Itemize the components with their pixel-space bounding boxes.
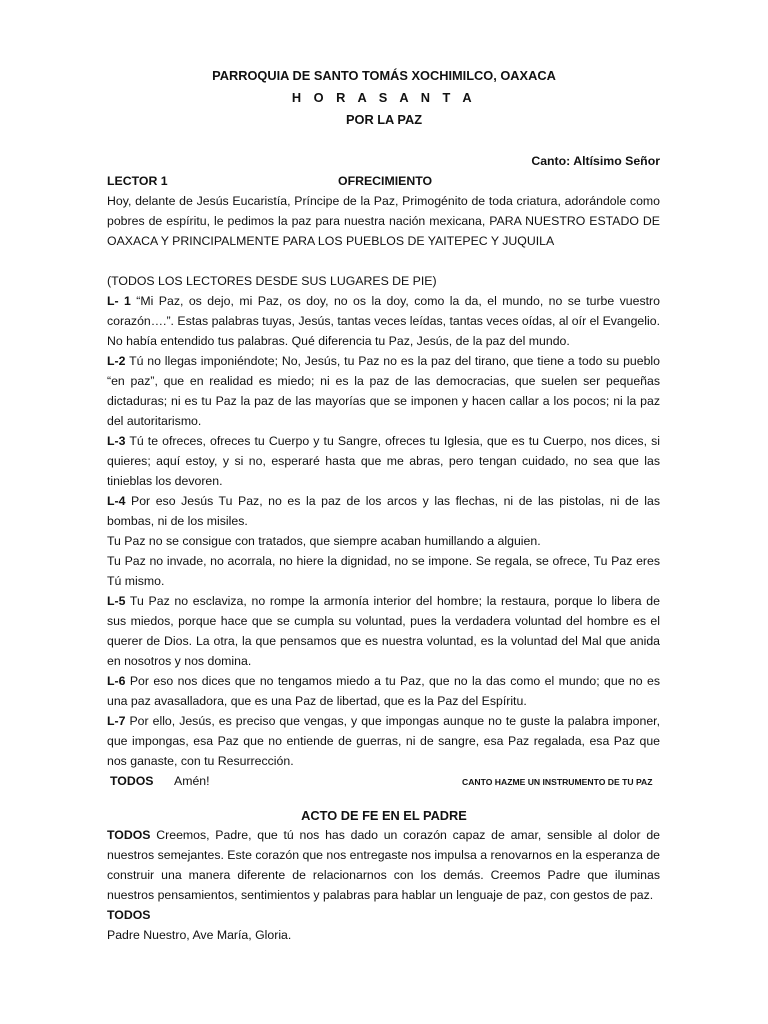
reading-label: L-5 [107,594,126,608]
canto-altisimo: Canto: Altísimo Señor [531,154,660,168]
reading-4c [107,551,660,591]
reading-text: Tu Paz no invade, no acorrala, no hiere la dignidad, no se impone. Se regala, se ofrece, Tu Paz eres Tú mismo. [107,554,660,588]
reading-text: “Mi Paz, os dejo, mi Paz, os doy, no os la doy, como la da, el mundo, no se turbe vuestro corazón….”. Estas palabras tuyas, Jesús, tantas veces leídas, tantas veces oídas, al oír el Evangelio. No había entendido tus palabras. Qué diferencia tu Paz, Jesús, de la paz del mundo. [107,294,660,348]
reading-label: L-4 [107,494,126,508]
hora-santa-title: H O R A S A N T A [291,90,477,105]
reading-6 [107,671,660,711]
reading-label: L-2 [107,354,126,368]
reading-label: L-6 [107,674,126,688]
reading-3 [107,431,660,491]
ofrecimiento-paragraph [107,191,660,251]
reading-4 [107,491,660,531]
amen-text: Amén! [174,774,210,788]
canto-instrumento: CANTO HAZME UN INSTRUMENTO DE TU PAZ [462,777,653,787]
reading-2 [107,351,660,431]
todos-label: TODOS [110,774,154,788]
reading-label: L-3 [107,434,126,448]
reading-text: Por ello, Jesús, es preciso que vengas, y que impongas aunque no te guste la palabra imponer, que impongas, esa Paz que no entiende de guerras, ni de sangre, esa Paz regalada, esa Paz que nos ganaste, con tu Resurrección. [107,714,660,768]
todos-2-label: TODOS [107,908,151,922]
acto-fe-title: ACTO DE FE EN EL PADRE [301,808,467,823]
reading-label: L- 1 [107,294,131,308]
ofrecimiento-text: Hoy, delante de Jesús Eucaristía, Príncipe de la Paz, Primogénito de toda criatura, adorándole como pobres de espíritu, le pedimos la paz para nuestra nación mexicana, PARA NUESTRO ESTADO DE OAXACA Y PRINCIPALMENTE PARA LOS PUEBLOS DE YAITEPEC Y JUQUILA [107,194,660,248]
oraciones-text: Padre Nuestro, Ave María, Gloria. [107,928,292,942]
readings-section [107,271,660,771]
acto-fe-paragraph [107,825,660,905]
acto-todos-label: TODOS [107,828,151,842]
por-la-paz-title: POR LA PAZ [345,112,423,127]
reading-5 [107,591,660,671]
reading-text: Tu Paz no se consigue con tratados, que siempre acaban humillando a alguien. [107,534,541,548]
reading-text: Por eso Jesús Tu Paz, no es la paz de los arcos y las flechas, ni de las pistolas, ni de las bombas, ni de los misiles. [107,494,660,528]
parish-title: PARROQUIA DE SANTO TOMÁS XOCHIMILCO, OAXACA [212,68,556,83]
reading-1 [107,291,660,351]
reading-text: Tú te ofreces, ofreces tu Cuerpo y tu Sangre, ofreces tu Iglesia, que es tu Cuerpo, nos dices, si quieres; aquí estoy, y si no, esperaré hasta que me abras, pero tengan cuidado, no sea que las tinieblas los devoren. [107,434,660,488]
ofrecimiento-title: OFRECIMIENTO [338,174,433,188]
lectores-note: (TODOS LOS LECTORES DESDE SUS LUGARES DE PIE) [107,274,437,288]
reading-label: L-7 [107,714,126,728]
reading-text: Tu Paz no esclaviza, no rompe la armonía interior del hombre; la restaura, porque lo libera de sus miedos, porque hace que se cumpla su voluntad, pues la verdadera voluntad del hombre es el querer de Dios. La otra, la que pensamos que es nuestra voluntad, es la voluntad del Mal que anida en nosotros y nos domina. [107,594,660,668]
acto-fe-text: Creemos, Padre, que tú nos has dado un corazón capaz de amar, sensible al dolor de nuestros semejantes. Este corazón que nos entregaste nos impulsa a renovarnos en la esperanza de construir una manera diferente de relacionarnos con los demás. Creemos Padre que iluminas nuestros pensamientos, sentimientos y palabras para hablar un lenguaje de paz, con gestos de paz. [107,828,661,902]
reading-4b [107,531,660,551]
reading-7 [107,711,660,771]
reading-text: Tú no llegas imponiéndote; No, Jesús, tu Paz no es la paz del tirano, que tiene a todo su pueblo “en paz”, que en realidad es miedo; ni es la paz de las democracias, que suelen ser pequeñas dictaduras; ni es tu Paz la paz de las mayorías que se imponen y hacen callar a los pocos; ni la paz del autoritarismo. [107,354,660,428]
acto-fe-section [107,825,660,945]
reading-text: Por eso nos dices que no tengamos miedo a tu Paz, que no la das como el mundo; que no es una paz avasalladora, que es una Paz de libertad, que es la Paz del Espíritu. [107,674,660,708]
lector-1-label: LECTOR 1 [107,174,168,188]
